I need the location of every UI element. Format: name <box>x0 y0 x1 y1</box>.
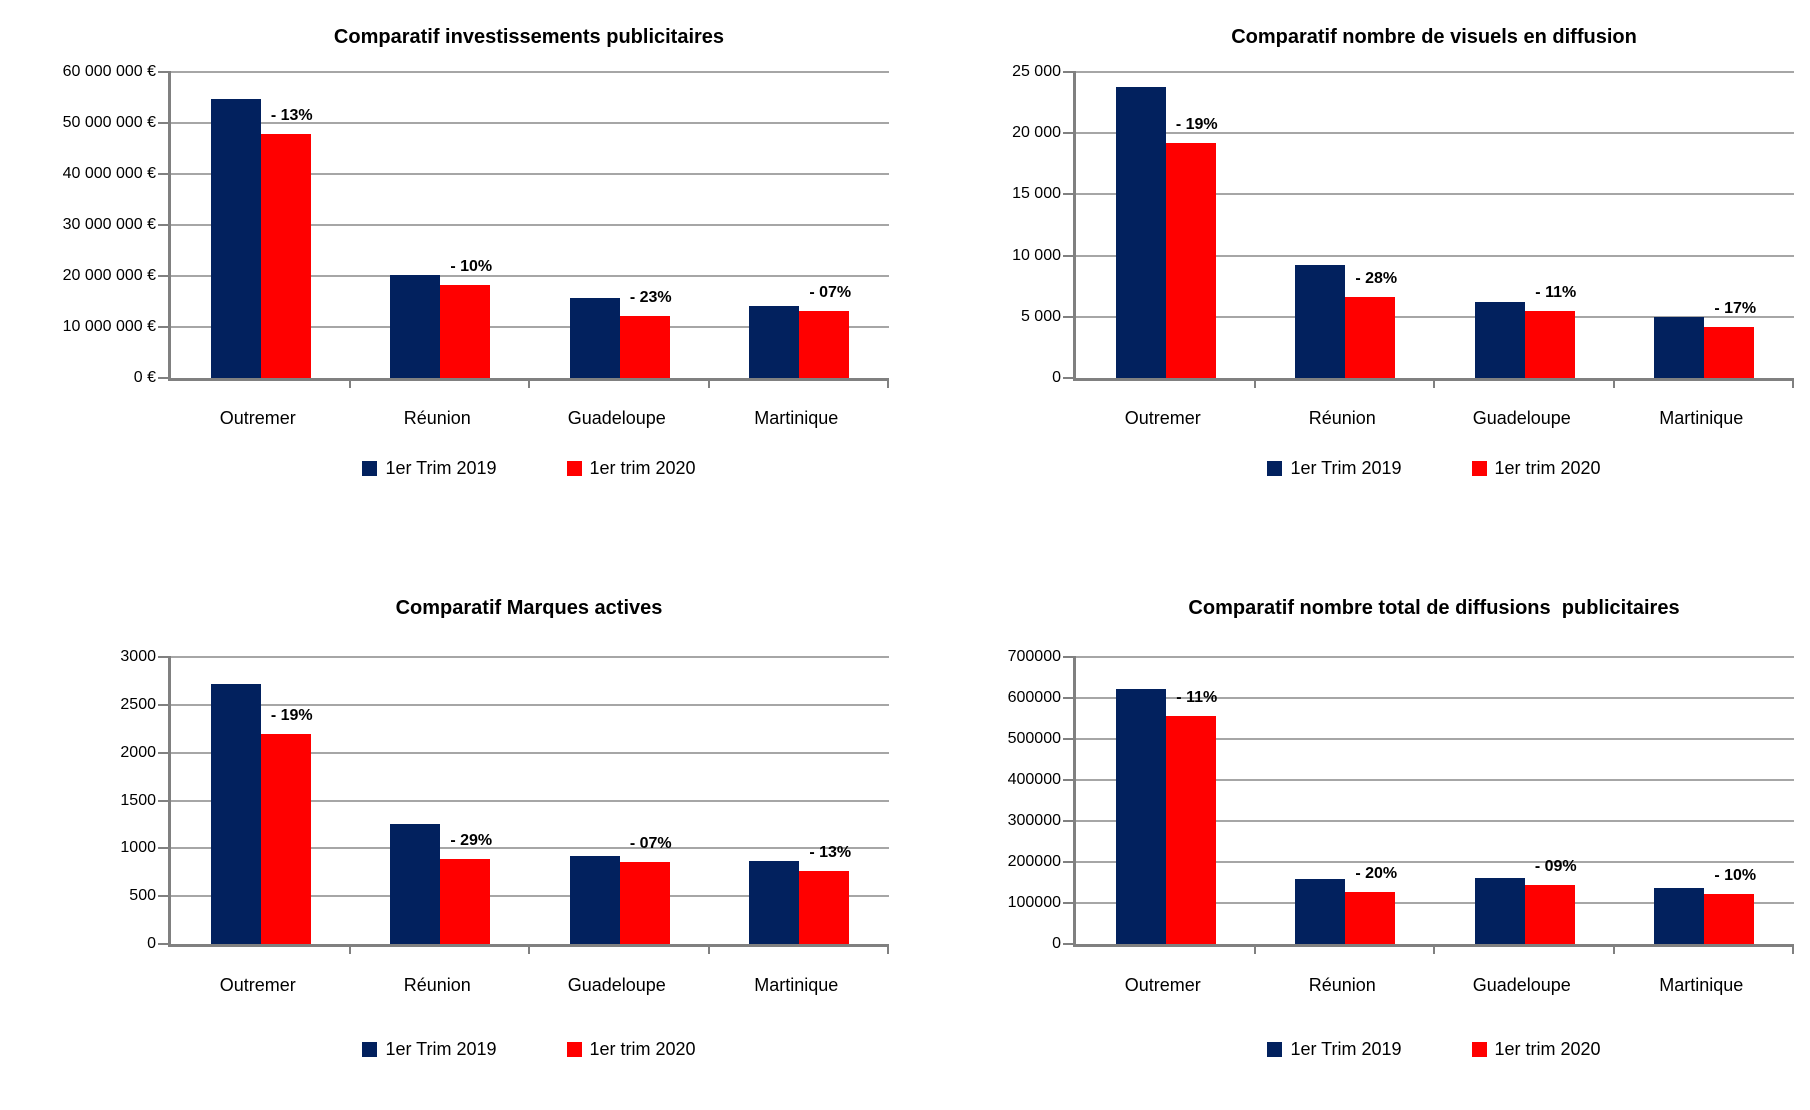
y-axis-tick-label: 30 000 000 € <box>62 216 156 233</box>
y-axis-tick-label: 3000 <box>120 648 156 665</box>
bar-2019 <box>1295 265 1345 378</box>
x-axis-category-label: Outremer <box>219 975 296 995</box>
x-axis-category-label: Martinique <box>754 408 839 428</box>
chart-title: Comparatif Marques actives <box>395 597 663 619</box>
x-axis-tick-mark <box>1254 378 1256 388</box>
bar-2019 <box>570 856 620 944</box>
percent-change-label: - 09% <box>1534 857 1577 875</box>
bar-2019 <box>570 298 620 378</box>
y-axis-tick-mark <box>158 377 171 379</box>
bar-2020 <box>440 859 490 944</box>
gridline <box>1076 656 1794 658</box>
percent-change-label: - 20% <box>1355 865 1398 883</box>
legend-entry-2019 <box>1267 1039 1401 1060</box>
y-axis-tick-label: 1000 <box>120 839 156 857</box>
chart-visuels-en-diffusion <box>905 0 1810 555</box>
x-axis-category-label: Outremer <box>1124 408 1201 428</box>
legend-entry-2019 <box>362 1039 496 1060</box>
legend-swatch-2019 <box>1267 1042 1282 1057</box>
bar-2020 <box>620 862 670 944</box>
y-axis-tick-label: 10 000 <box>1012 246 1061 264</box>
x-axis-tick-mark <box>349 944 351 954</box>
y-axis-tick-mark <box>1063 902 1076 904</box>
y-axis-labels-layer <box>905 63 1061 386</box>
y-axis-tick-label: 0 <box>1052 935 1061 952</box>
legend-swatch-2019 <box>362 461 377 476</box>
percent-change-label: - 17% <box>1714 300 1757 318</box>
y-axis-tick-label: 0 <box>147 935 156 952</box>
y-axis-tick-mark <box>158 847 171 849</box>
y-axis-tick-mark <box>1063 255 1076 257</box>
plot-area <box>1073 657 1794 947</box>
legend-entry-2020 <box>567 1039 696 1060</box>
y-axis-tick-label: 1500 <box>120 791 156 809</box>
chart-investissements-publicitaires <box>0 0 905 555</box>
y-axis-labels-layer <box>0 63 156 386</box>
y-axis-tick-mark <box>1063 943 1076 945</box>
chart-legend <box>168 1039 890 1060</box>
y-axis-tick-label: 600000 <box>1007 689 1061 706</box>
y-axis-tick-mark <box>158 224 171 226</box>
bar-2019 <box>1295 879 1345 944</box>
y-axis-tick-mark <box>1063 779 1076 781</box>
y-axis-tick-mark <box>158 71 171 73</box>
y-axis-tick-label: 60 000 000 € <box>62 63 156 80</box>
x-axis-labels-layer <box>168 975 886 1001</box>
y-axis-tick-label: 20 000 000 € <box>62 267 156 284</box>
bar-2019 <box>1116 87 1166 378</box>
y-axis-tick-mark <box>158 943 171 945</box>
plot-area <box>1073 72 1794 381</box>
x-axis-labels-layer <box>168 408 886 434</box>
y-axis-tick-label: 2500 <box>120 695 156 713</box>
legend-entry-2020 <box>1472 1039 1601 1060</box>
bar-2019 <box>749 306 799 378</box>
percent-change-label: - 23% <box>629 289 672 307</box>
y-axis-tick-mark <box>158 800 171 802</box>
y-axis-tick-mark <box>1063 820 1076 822</box>
bar-2019 <box>390 275 440 378</box>
percent-change-label: - 28% <box>1355 269 1398 287</box>
x-axis-tick-mark <box>708 378 710 388</box>
y-axis-tick-label: 0 <box>1052 369 1061 386</box>
x-axis-tick-mark <box>1792 378 1794 388</box>
chart-title: Comparatif investissements publicitaires <box>333 26 725 48</box>
y-axis-tick-label: 400000 <box>1007 771 1061 788</box>
y-axis-tick-label: 100000 <box>1007 894 1061 911</box>
gridline <box>171 656 889 658</box>
percent-change-label: - 07% <box>629 835 672 853</box>
x-axis-tick-mark <box>1433 378 1435 388</box>
bar-2019 <box>749 861 799 944</box>
gridline <box>171 704 889 706</box>
y-axis-tick-mark <box>158 173 171 175</box>
y-axis-tick-label: 500000 <box>1007 730 1061 747</box>
legend-label-2019: 1er Trim 2019 <box>385 458 497 478</box>
y-axis-labels-layer <box>905 648 1061 952</box>
bar-2019 <box>1654 317 1704 378</box>
y-axis-tick-label: 2000 <box>120 743 156 761</box>
y-axis-tick-label: 15 000 <box>1012 185 1061 203</box>
x-axis-category-label: Outremer <box>1124 975 1201 995</box>
y-axis-tick-mark <box>1063 738 1076 740</box>
legend-swatch-2019 <box>1267 461 1282 476</box>
bar-2019 <box>211 684 261 944</box>
legend-label-2020: 1er trim 2020 <box>589 1039 696 1059</box>
bar-2019 <box>390 824 440 944</box>
legend-label-2020: 1er trim 2020 <box>589 458 696 478</box>
legend-swatch-2020 <box>567 1042 582 1057</box>
chart-title: Comparatif nombre total de diffusions publicitaires <box>1188 597 1680 619</box>
bar-2020 <box>261 134 311 378</box>
y-axis-tick-mark <box>1063 316 1076 318</box>
percent-change-label: - 29% <box>450 831 493 849</box>
x-axis-tick-mark <box>1792 944 1794 954</box>
y-axis-tick-mark <box>158 656 171 658</box>
percent-change-label: - 11% <box>1176 688 1218 706</box>
y-axis-tick-mark <box>158 752 171 754</box>
legend-swatch-2019 <box>362 1042 377 1057</box>
legend-entry-2020 <box>567 458 696 479</box>
gridline <box>1076 71 1794 73</box>
legend-entry-2019 <box>1267 458 1401 479</box>
y-axis-tick-mark <box>1063 697 1076 699</box>
x-axis-category-label: Martinique <box>754 975 839 995</box>
percent-change-label: - 07% <box>809 284 852 302</box>
chart-marques-actives <box>0 555 905 1110</box>
y-axis-tick-label: 10 000 000 € <box>62 318 156 335</box>
y-axis-tick-label: 300000 <box>1007 812 1061 829</box>
x-axis-category-label: Réunion <box>1308 408 1376 428</box>
bar-2019 <box>1475 302 1525 378</box>
y-axis-tick-label: 25 000 <box>1012 63 1061 80</box>
legend-swatch-2020 <box>1472 461 1487 476</box>
legend-label-2020: 1er trim 2020 <box>1494 1039 1601 1059</box>
x-axis-category-label: Réunion <box>403 975 471 995</box>
x-axis-tick-mark <box>1613 378 1615 388</box>
y-axis-labels-layer <box>0 648 156 952</box>
y-axis-tick-mark <box>158 895 171 897</box>
bar-2020 <box>799 871 849 944</box>
legend-label-2019: 1er Trim 2019 <box>385 1039 497 1059</box>
bar-2020 <box>1345 297 1395 378</box>
percent-change-label: - 13% <box>809 844 852 862</box>
percent-change-label: - 10% <box>1714 866 1757 884</box>
plot-area <box>168 72 889 381</box>
y-axis-tick-mark <box>1063 71 1076 73</box>
percent-change-label: - 11% <box>1535 283 1577 301</box>
y-axis-tick-mark <box>158 704 171 706</box>
y-axis-tick-mark <box>1063 193 1076 195</box>
legend-label-2019: 1er Trim 2019 <box>1290 458 1402 478</box>
x-axis-tick-mark <box>528 378 530 388</box>
bar-2020 <box>1704 327 1754 378</box>
x-axis-tick-mark <box>1254 944 1256 954</box>
y-axis-tick-mark <box>158 122 171 124</box>
x-axis-category-label: Guadeloupe <box>567 975 666 995</box>
bar-2020 <box>261 734 311 944</box>
x-axis-labels-layer <box>1073 975 1791 1001</box>
bar-2020 <box>1166 716 1216 944</box>
x-axis-tick-mark <box>1613 944 1615 954</box>
legend-label-2020: 1er trim 2020 <box>1494 458 1601 478</box>
x-axis-category-label: Outremer <box>219 408 296 428</box>
x-axis-category-label: Martinique <box>1659 975 1744 995</box>
x-axis-tick-mark <box>887 378 889 388</box>
x-axis-category-label: Martinique <box>1659 408 1744 428</box>
bar-2020 <box>620 316 670 378</box>
x-axis-tick-mark <box>528 944 530 954</box>
y-axis-tick-label: 50 000 000 € <box>62 114 156 131</box>
percent-change-label: - 19% <box>270 706 313 724</box>
legend-swatch-2020 <box>567 461 582 476</box>
bar-2019 <box>1475 878 1525 944</box>
legend-entry-2019 <box>362 458 496 479</box>
bar-2020 <box>1166 143 1216 378</box>
y-axis-tick-label: 20 000 <box>1012 124 1061 142</box>
y-axis-tick-label: 0 € <box>133 369 156 386</box>
gridline <box>171 71 889 73</box>
chart-title: Comparatif nombre de visuels en diffusion <box>1231 26 1637 48</box>
y-axis-tick-mark <box>1063 656 1076 658</box>
x-axis-category-label: Réunion <box>403 408 471 428</box>
y-axis-tick-mark <box>1063 377 1076 379</box>
legend-label-2019: 1er Trim 2019 <box>1290 1039 1402 1059</box>
x-axis-category-label: Guadeloupe <box>1472 408 1571 428</box>
y-axis-tick-mark <box>1063 132 1076 134</box>
plot-area <box>168 657 889 947</box>
y-axis-tick-mark <box>1063 861 1076 863</box>
bar-2019 <box>211 99 261 378</box>
x-axis-tick-mark <box>887 944 889 954</box>
bar-2020 <box>1704 894 1754 944</box>
x-axis-tick-mark <box>349 378 351 388</box>
chart-legend <box>1073 458 1795 479</box>
y-axis-tick-label: 40 000 000 € <box>62 165 156 182</box>
chart-legend <box>1073 1039 1795 1060</box>
x-axis-labels-layer <box>1073 408 1791 434</box>
bar-2020 <box>1525 885 1575 944</box>
percent-change-label: - 13% <box>270 106 313 124</box>
y-axis-tick-label: 500 <box>129 887 156 905</box>
y-axis-tick-label: 5 000 <box>1020 307 1061 325</box>
x-axis-tick-mark <box>1433 944 1435 954</box>
y-axis-tick-mark <box>158 275 171 277</box>
y-axis-tick-label: 700000 <box>1007 648 1061 665</box>
legend-entry-2020 <box>1472 458 1601 479</box>
x-axis-category-label: Réunion <box>1308 975 1376 995</box>
bar-2020 <box>1345 892 1395 944</box>
y-axis-tick-mark <box>158 326 171 328</box>
chart-total-diffusions-publicitaires <box>905 555 1810 1110</box>
bar-2020 <box>440 285 490 378</box>
y-axis-tick-label: 200000 <box>1007 853 1061 870</box>
legend-swatch-2020 <box>1472 1042 1487 1057</box>
bar-2019 <box>1654 888 1704 944</box>
bar-2019 <box>1116 689 1166 944</box>
x-axis-category-label: Guadeloupe <box>567 408 666 428</box>
percent-change-label: - 10% <box>450 258 493 276</box>
chart-legend <box>168 458 890 479</box>
x-axis-tick-mark <box>708 944 710 954</box>
percent-change-label: - 19% <box>1175 116 1218 133</box>
bar-2020 <box>799 311 849 378</box>
bar-2020 <box>1525 311 1575 378</box>
x-axis-category-label: Guadeloupe <box>1472 975 1571 995</box>
